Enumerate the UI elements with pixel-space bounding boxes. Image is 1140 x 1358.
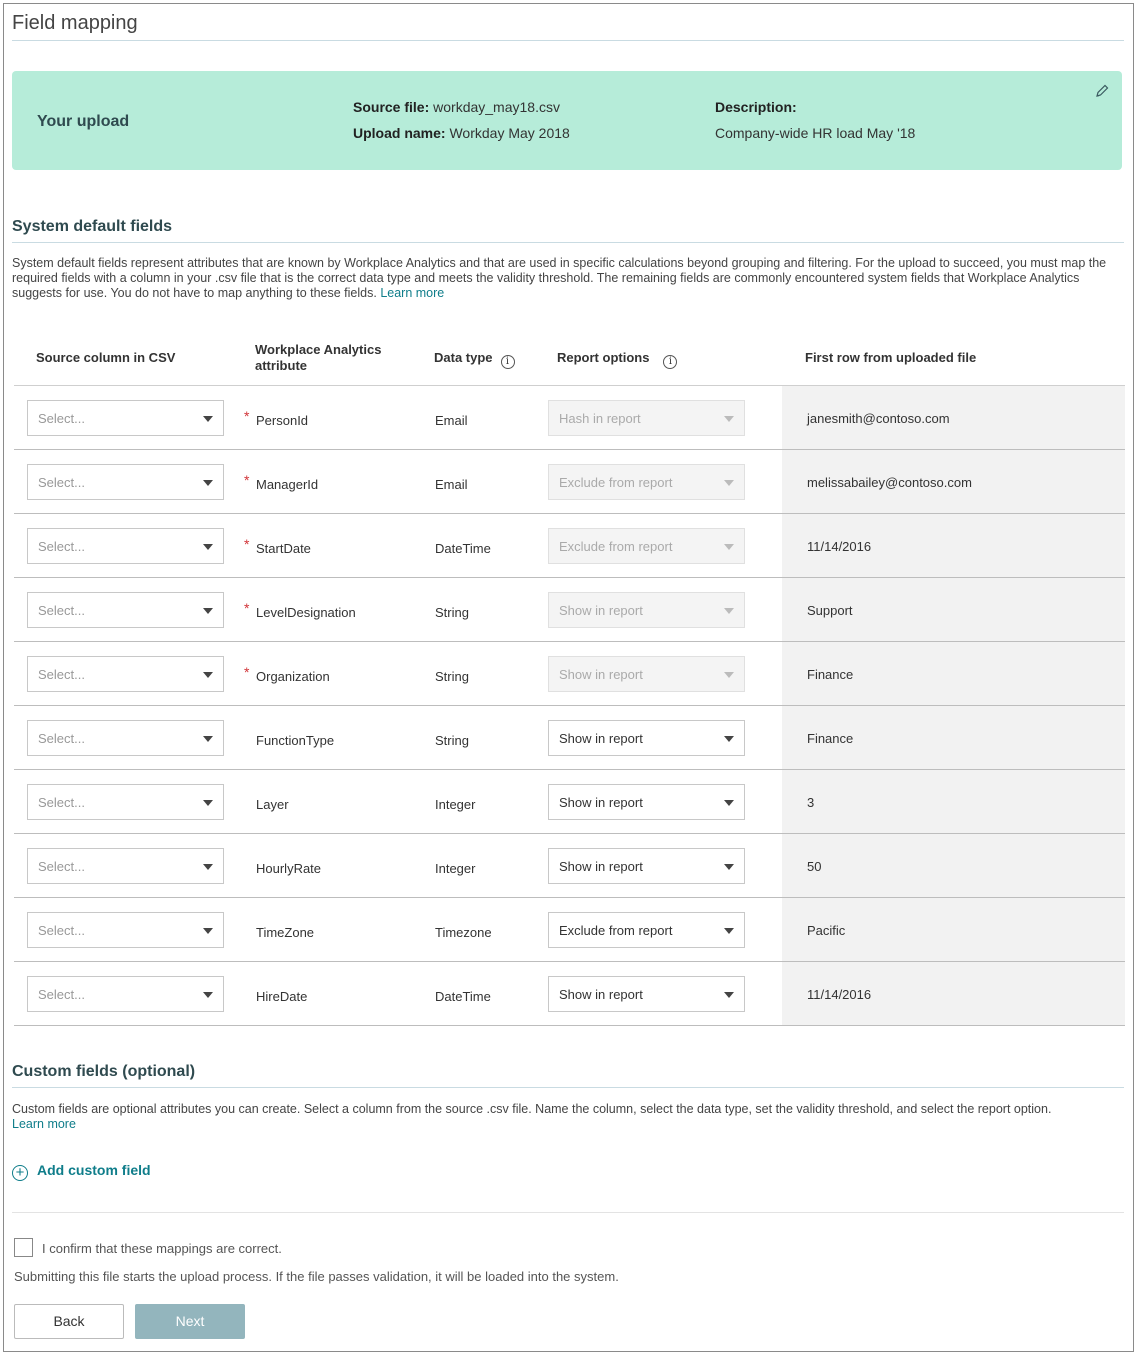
report-option-select (548, 464, 745, 500)
first-row-cell (782, 514, 1125, 577)
back-button[interactable]: Back (14, 1304, 124, 1339)
col-attribute-line2: attribute (255, 358, 307, 373)
chevron-down-icon (203, 864, 213, 870)
first-row-value: Pacific (807, 923, 846, 938)
col-report-options-label: Report options (557, 350, 650, 365)
report-option-select[interactable] (548, 848, 745, 884)
confirm-checkbox[interactable] (14, 1238, 33, 1257)
first-row-cell (782, 642, 1125, 705)
page-title: Field mapping (12, 12, 138, 34)
report-option-select (548, 592, 745, 628)
description-value: Company-wide HR load May '18 (715, 125, 916, 141)
first-row-value: Finance (807, 731, 854, 746)
table-row (14, 578, 1125, 642)
first-row-cell (782, 834, 1125, 897)
upload-heading: Your upload (37, 113, 130, 130)
chevron-down-icon (203, 992, 213, 998)
table-row (14, 962, 1125, 1026)
first-row-value: 3 (807, 795, 815, 810)
attribute-name: StartDate (256, 541, 311, 556)
table-row (14, 770, 1125, 834)
custom-learn-more-link[interactable]: Learn more (12, 1117, 76, 1131)
first-row-value: 11/14/2016 (807, 987, 872, 1002)
source-column-placeholder: Select... (38, 539, 85, 554)
title-divider (12, 40, 1124, 41)
report-option-select[interactable] (548, 720, 745, 756)
data-type-value: Email (435, 477, 468, 492)
report-option-value: Exclude from report (559, 539, 673, 554)
report-option-value: Show in report (559, 603, 643, 618)
source-column-select[interactable] (27, 464, 224, 500)
data-type-value: DateTime (435, 989, 491, 1004)
source-column-select[interactable] (27, 400, 224, 436)
submit-note: Submitting this file starts the upload process. If the file passes validation, it will be loaded into the system. (14, 1269, 619, 1284)
source-column-placeholder: Select... (38, 475, 85, 490)
table-row (14, 898, 1125, 962)
source-column-placeholder: Select... (38, 859, 85, 874)
first-row-value: 11/14/2016 (807, 539, 872, 554)
attribute-name: Layer (256, 797, 289, 812)
report-option-value: Exclude from report (559, 475, 673, 490)
chevron-down-icon (724, 672, 734, 678)
report-option-value: Show in report (559, 795, 643, 810)
add-custom-field-button[interactable] (12, 1162, 151, 1181)
report-option-value: Show in report (559, 731, 643, 746)
chevron-down-icon (724, 480, 734, 486)
source-column-placeholder: Select... (38, 411, 85, 426)
data-type-value: String (435, 733, 469, 748)
system-fields-text: System default fields represent attributes that are known by Workplace Analytics and that are used in specific calculations beyond grouping and filtering. For the upload to succeed, you must map the required fields with a column in your .csv file that is the correct data type and meets the validity threshold. The remaining fields are commonly encountered system fields that Workplace Analytics suggests for use. You do not have to map anything to these fields. (12, 256, 1107, 300)
col-report-options (557, 350, 677, 369)
chevron-down-icon (724, 864, 734, 870)
report-option-select (548, 656, 745, 692)
report-option-value: Hash in report (559, 411, 641, 426)
description-label: Description: (715, 99, 797, 115)
table-row (14, 706, 1125, 770)
report-option-value: Show in report (559, 987, 643, 1002)
info-icon[interactable]: i (501, 355, 515, 369)
confirm-label: I confirm that these mappings are correct. (42, 1241, 282, 1256)
attribute-name: HourlyRate (256, 861, 322, 876)
report-option-select[interactable] (548, 784, 745, 820)
col-first-row: First row from uploaded file (805, 350, 977, 365)
col-attribute-line1: Workplace Analytics (255, 342, 382, 357)
col-source: Source column in CSV (36, 350, 176, 365)
chevron-down-icon (724, 928, 734, 934)
chevron-down-icon (203, 928, 213, 934)
source-column-placeholder: Select... (38, 667, 85, 682)
table-row (14, 834, 1125, 898)
pencil-icon[interactable] (1094, 83, 1110, 99)
table-row (14, 386, 1125, 450)
first-row-cell (782, 706, 1125, 769)
system-fields-divider (12, 242, 1124, 243)
custom-fields-description (12, 1102, 1122, 1132)
first-row-cell (782, 898, 1125, 961)
report-option-select (548, 400, 745, 436)
attribute-name: PersonId (256, 413, 309, 428)
data-type-value: DateTime (435, 541, 491, 556)
source-column-select[interactable] (27, 528, 224, 564)
upload-name (353, 125, 570, 141)
source-column-placeholder: Select... (38, 923, 85, 938)
info-icon[interactable]: i (663, 355, 677, 369)
chevron-down-icon (203, 736, 213, 742)
report-option-value: Exclude from report (559, 923, 673, 938)
source-column-select[interactable] (27, 912, 224, 948)
chevron-down-icon (203, 608, 213, 614)
upload-name-label: Upload name: (353, 125, 446, 141)
source-column-select[interactable] (27, 784, 224, 820)
data-type-value: Integer (435, 861, 476, 876)
first-row-value: Finance (807, 667, 854, 682)
source-column-placeholder: Select... (38, 603, 85, 618)
chevron-down-icon (724, 736, 734, 742)
custom-fields-divider (12, 1087, 1124, 1088)
attribute-name: Organization (256, 669, 330, 684)
chevron-down-icon (724, 544, 734, 550)
attribute-name: ManagerId (256, 477, 319, 492)
description (715, 99, 797, 115)
chevron-down-icon (724, 992, 734, 998)
first-row-value: melissabailey@contoso.com (807, 475, 972, 490)
source-file (353, 99, 560, 115)
first-row-value: janesmith@contoso.com (807, 411, 950, 426)
upload-name-value: Workday May 2018 (449, 125, 570, 141)
first-row-value: Support (807, 603, 853, 618)
add-custom-field-label: Add custom field (37, 1162, 151, 1178)
required-marker: * (244, 408, 250, 424)
system-learn-more-link[interactable]: Learn more (380, 286, 445, 300)
chevron-down-icon (203, 544, 213, 550)
source-column-select[interactable] (27, 592, 224, 628)
chevron-down-icon (203, 672, 213, 678)
col-data-type-label: Data type (434, 350, 493, 365)
source-column-placeholder: Select... (38, 987, 85, 1002)
first-row-cell (782, 770, 1125, 833)
col-data-type (434, 350, 515, 369)
first-row-value: 50 (807, 859, 822, 874)
custom-fields-title: Custom fields (optional) (12, 1063, 196, 1080)
chevron-down-icon (203, 480, 213, 486)
attribute-name: FunctionType (256, 733, 335, 748)
plus-circle-icon: + (12, 1165, 28, 1181)
source-column-placeholder: Select... (38, 731, 85, 746)
attribute-name: TimeZone (256, 925, 315, 940)
attribute-name: LevelDesignation (256, 605, 356, 620)
source-file-label: Source file: (353, 99, 430, 115)
source-column-select[interactable] (27, 656, 224, 692)
data-type-value: String (435, 669, 469, 684)
field-mapping-panel (3, 3, 1134, 1352)
required-marker: * (244, 600, 250, 616)
chevron-down-icon (724, 416, 734, 422)
chevron-down-icon (724, 800, 734, 806)
source-column-select[interactable] (27, 720, 224, 756)
report-option-select (548, 528, 745, 564)
report-option-select[interactable] (548, 976, 745, 1012)
system-fields-title: System default fields (12, 218, 173, 235)
footer-divider (12, 1212, 1124, 1213)
attribute-name: HireDate (256, 989, 308, 1004)
table-row (14, 642, 1125, 706)
report-option-select[interactable] (548, 912, 745, 948)
custom-fields-text: Custom fields are optional attributes you can create. Select a column from the source .csv file. Name the column, select the data type, set the validity threshold, and select the report option. (12, 1102, 1052, 1116)
data-type-value: Integer (435, 797, 476, 812)
upload-summary-banner (12, 71, 1122, 170)
system-fields-table (14, 385, 1125, 1026)
source-file-value: workday_may18.csv (433, 99, 560, 115)
system-fields-description (12, 256, 1122, 301)
source-column-select[interactable] (27, 976, 224, 1012)
table-row (14, 450, 1125, 514)
chevron-down-icon (724, 608, 734, 614)
data-type-value: Email (435, 413, 468, 428)
chevron-down-icon (203, 800, 213, 806)
report-option-value: Show in report (559, 667, 643, 682)
source-column-placeholder: Select... (38, 795, 85, 810)
col-attribute (255, 342, 381, 374)
report-option-value: Show in report (559, 859, 643, 874)
table-row (14, 514, 1125, 578)
required-marker: * (244, 472, 250, 488)
first-row-cell (782, 962, 1125, 1025)
data-type-value: Timezone (435, 925, 492, 940)
first-row-cell (782, 386, 1125, 449)
next-button[interactable]: Next (135, 1304, 245, 1339)
required-marker: * (244, 664, 250, 680)
chevron-down-icon (203, 416, 213, 422)
first-row-cell (782, 450, 1125, 513)
first-row-cell (782, 578, 1125, 641)
data-type-value: String (435, 605, 469, 620)
required-marker: * (244, 536, 250, 552)
source-column-select[interactable] (27, 848, 224, 884)
